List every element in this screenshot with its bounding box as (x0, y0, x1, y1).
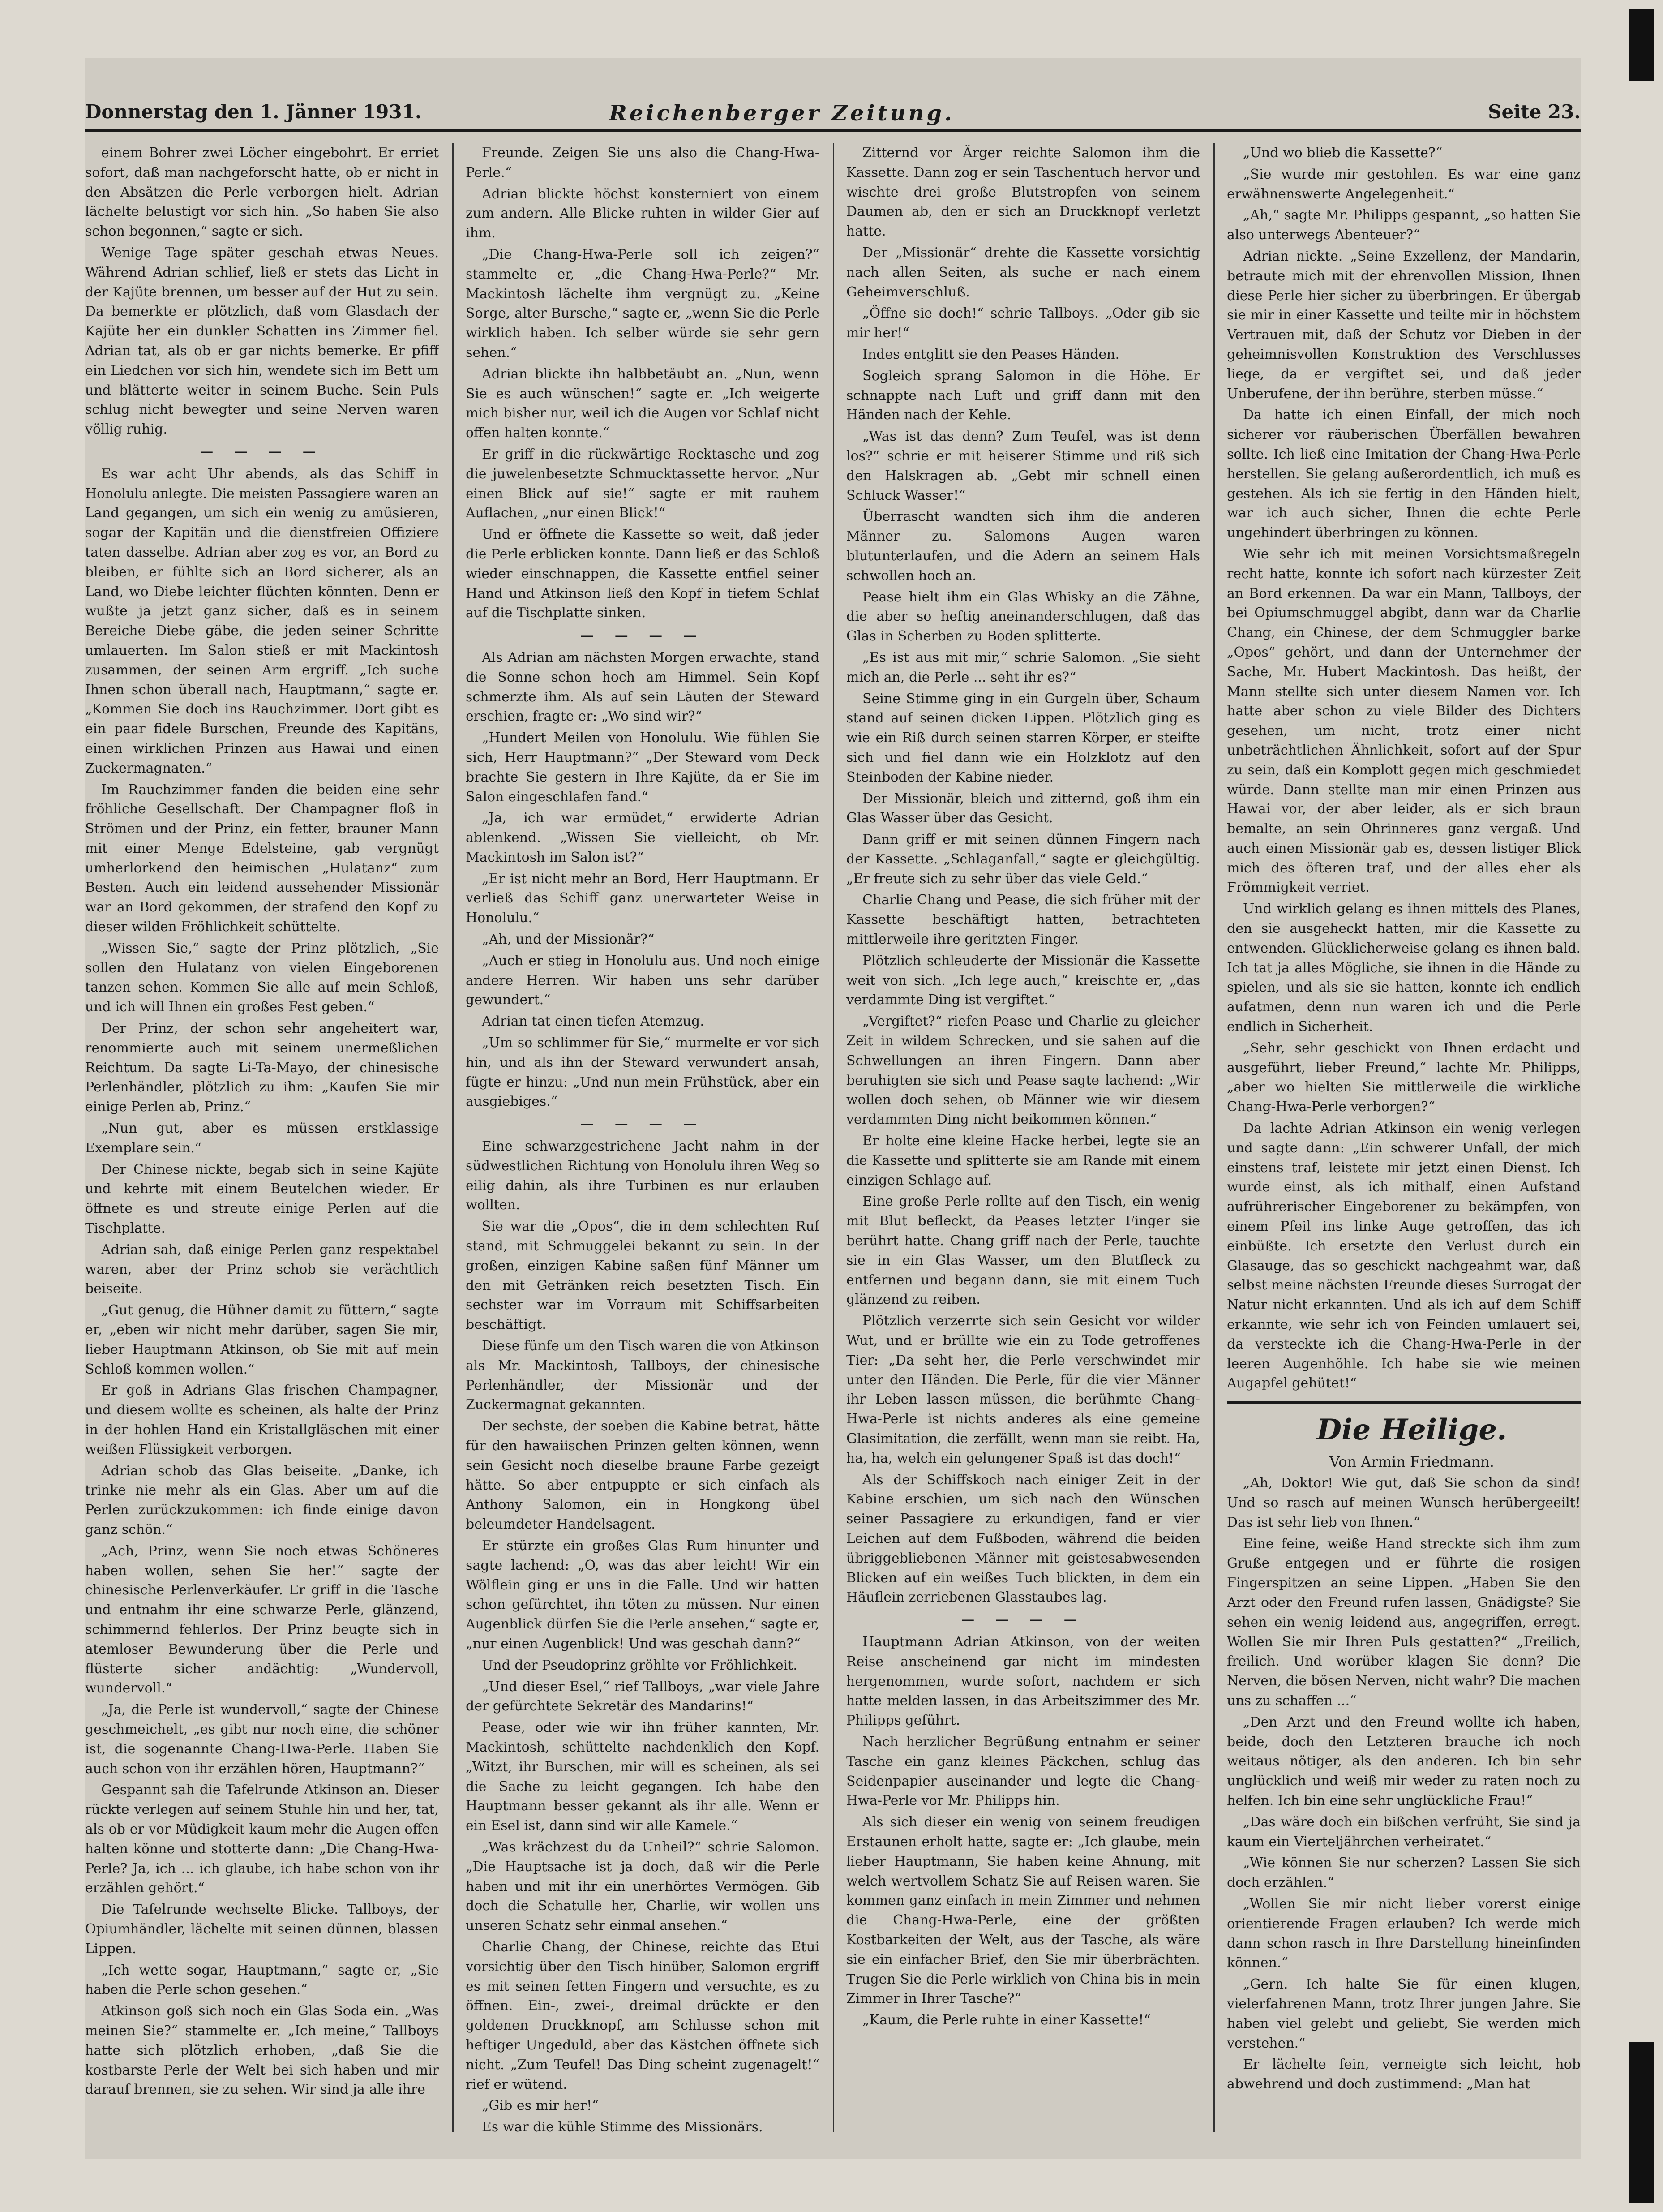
paragraph: Er stürzte ein großes Glas Rum hinunter und sagte lachend: „O, was das aber leicht! Wir ein Wölflein ging er uns in die Falle. Und wir hatten schon gefürchtet, ihn töten zu müssen. Nur einen Augenblick dürfen Sie die Perle ansehen,“ sagte er, „nur einen Augenblick! Und was geschah dann?“ (466, 1538, 819, 1652)
paragraph: „Es ist aus mit mir,“ schrie Salomon. „Sie sieht mich an, die Perle ... seht ihr es?“ (846, 649, 1200, 685)
paragraph: Als der Schiffskoch nach einiger Zeit in der Kabine erschien, um sich nach den Wünschen seiner Passagiere zu erkundigen, fand er vier Leichen auf dem Fußboden, während die beiden übriggebliebenen Männer mit geistesabwesenden Blicken auf ein weißes Tuch blickten, in dem ein Häuflein zerriebenen Glasstaubes lag. (846, 1472, 1200, 1606)
paragraph: „Sie wurde mir gestohlen. Es war eine ganz erwähnenswerte Angelegenheit.“ (1227, 166, 1581, 202)
column-2 (466, 143, 819, 2132)
paragraph: „Wie können Sie nur scherzen? Lassen Sie sich doch erzählen.“ (1227, 1855, 1581, 1891)
paragraph: Überrascht wandten sich ihm die anderen Männer zu. Salomons Augen waren blutunterlaufen, und die Adern an seinem Hals schwollen hoch an. (846, 509, 1200, 584)
paragraph: „Was ist das denn? Zum Teufel, was ist denn los?“ schrie er mit heiserer Stimme und riß sich den Halskragen ab. „Gebt mir schnell einen Schluck Wasser!“ (846, 429, 1200, 503)
section-separator: — — — — (200, 443, 324, 460)
paragraph: Und wirklich gelang es ihnen mittels des Planes, den sie ausgeheckt hatten, mir die Kassette zu entwenden. Glücklicherweise gelang es ihnen bald. Ich tat ja alles Mögliche, sie ihnen in die Hände zu spielen, und als sie sie hatten, konnte ich endlich aufatmen, denn nun waren ich und die Perle endlich in Sicherheit. (1227, 901, 1581, 1035)
paragraph: „Nun gut, aber es müssen erstklassige Exemplare sein.“ (85, 1121, 439, 1156)
paragraph: „Gern. Ich halte Sie für einen klugen, vielerfahrenen Mann, trotz Ihrer jungen Jahre. Sie haben viel gelebt und geliebt, Sie werden mich verstehen.“ (1227, 1976, 1581, 2051)
paragraph: „Gut genug, die Hühner damit zu füttern,“ sagte er, „eben wir nicht mehr darüber, sagen Sie mir, lieber Hauptmann Atkinson, ob Sie mit auf mein Schloß kommen wollen.“ (85, 1302, 439, 1377)
paragraph: Sie war die „Opos“, die in dem schlechten Ruf stand, mit Schmuggelei bekannt zu sein. In der großen, einzigen Kabine saßen fünf Männer um den mit Getränken reich besetzten Tisch. Ein sechster war im Vorraum mit Schiffsarbeiten beschäftigt. (466, 1219, 819, 1333)
section-separator: — — — — (580, 1116, 705, 1132)
paragraph: Wenige Tage später geschah etwas Neues. Während Adrian schlief, ließ er stets das Licht in der Kajüte brennen, um besser auf der Hut zu sein. Da bemerkte er plötzlich, daß vom Glasdach der Kajüte her ein dunkler Schatten ins Zimmer fiel. Adrian tat, als ob er gar nichts bemerke. Er pfiff ein Liedchen vor sich hin, wendete sich im Bett um und blätterte weiter in seinem Buche. Sein Puls schlug nicht bewegter und seine Nerven waren völlig ruhig. (85, 245, 439, 438)
paragraph: „Ah,“ sagte Mr. Philipps gespannt, „so hatten Sie also unterwegs Abenteuer?“ (1227, 207, 1581, 243)
scan-edge-mark (1629, 9, 1654, 81)
paragraph: „Öffne sie doch!“ schrie Tallboys. „Oder gib sie mir her!“ (846, 305, 1200, 341)
paragraph: Da hatte ich einen Einfall, der mich noch sicherer vor räuberischen Überfällen bewahren sollte. Ich ließ eine Imitation der Chang-Hwa-Perle herstellen. Sie gelang außerordentlich, ich muß es gestehen. Als ich sie fertig in den Händen hielt, war ich auch sicher, Ihnen die echte Perle ungehindert überbringen zu können. (1227, 407, 1581, 541)
paragraph: einem Bohrer zwei Löcher eingebohrt. Er erriet sofort, daß man nachgeforscht hatte, ob er nicht in den Absätzen die Perle verborgen hielt. Adrian lächelte belustigt vor sich hin. „So haben Sie also schon begonnen,“ sagte er sich. (85, 145, 439, 240)
paragraph: Adrian blickte höchst konsterniert von einem zum andern. Alle Blicke ruhten in wilder Gier auf ihm. (466, 186, 819, 241)
paragraph: Und er öffnete die Kassette so weit, daß jeder die Perle erblicken konnte. Dann ließ er das Schloß wieder einschnappen, die Kassette entfiel seiner Hand und Atkinson ließ den Kopf in tiefem Schlaf auf die Tischplatte sinken. (466, 527, 819, 621)
paragraph: Als Adrian am nächsten Morgen erwachte, stand die Sonne schon hoch am Himmel. Sein Kopf schmerzte ihm. Als auf sein Läuten der Steward erschien, fragte er: „Wo sind wir?“ (466, 649, 819, 725)
paragraph: Die Tafelrunde wechselte Blicke. Tallboys, der Opiumhändler, lächelte mit seinen dünnen, blassen Lippen. (85, 1902, 439, 1957)
paragraph: „Um so schlimmer für Sie,“ murmelte er vor sich hin, und als ihn der Steward verwundert ansah, fügte er hinzu: „Und nun mein Frühstück, aber ein ausgiebiges.“ (466, 1035, 819, 1110)
paragraph: Charlie Chang und Pease, die sich früher mit der Kassette beschäftigt hatten, betrachteten mittlerweile ihre geritzten Finger. (846, 892, 1200, 948)
paragraph: Adrian tat einen tiefen Atemzug. (482, 1014, 704, 1030)
paragraph: Dann griff er mit seinen dünnen Fingern nach der Kassette. „Schlaganfall,“ sagte er gleichgültig. „Er freute sich zu sehr über das viele Geld.“ (846, 832, 1200, 887)
paragraph: Adrian nickte. „Seine Exzellenz, der Mandarin, betraute mich mit der ehrenvollen Mission, Ihnen diese Perle hier sicher zu überbringen. Er übergab sie mir in einer Kassette und teilte mir in höchstem Vertrauen mit, daß der Schutz vor Dieben in der geheimnisvollen Konstruktion des Verschlusses liege, da er vergiftet sei, und daß jeder Unberufene, der ihn berühre, sterben müsse.“ (1227, 248, 1581, 402)
paragraph: „Kaum, die Perle ruhte in einer Kassette!“ (862, 2012, 1151, 2028)
paragraph: Sogleich sprang Salomon in die Höhe. Er schnappte nach Luft und griff dann mit den Händen nach der Kehle. (846, 368, 1200, 423)
paragraph: Seine Stimme ging in ein Gurgeln über, Schaum stand auf seinen dicken Lippen. Plötzlich ging es wie ein Riß durch seinen starren Körper, er steifte sich und fiel dann wie ein Holzklotz auf den Steinboden der Kabine nieder. (846, 691, 1200, 785)
paragraph: Da lachte Adrian Atkinson ein wenig verlegen und sagte dann: „Ein schwerer Unfall, der mich einstens traf, leistete mir jetzt einen Dienst. Ich wurde einst, als ich mithalf, einen Aufstand aufrührerischer Eingeborener zu bekämpfen, von einem Pfeil ins linke Auge getroffen, das ich einbüßte. Ich ersetzte den Verlust durch ein Glasauge, das so geschickt nachgeahmt war, daß selbst meine nächsten Freunde dieses Surrogat der Natur nicht erkannten. Und als ich auf dem Schiff erkannte, wie sehr ich von Feinden umlauert sei, da versteckte ich die Chang-Hwa-Perle in der leeren Augenhöhle. Ich habe sie wie meinen Augapfel gehütet!“ (1227, 1121, 1581, 1392)
paragraph: Im Rauchzimmer fanden die beiden eine sehr fröhliche Gesellschaft. Der Champagner floß in Strömen und der Prinz, ein fetter, brauner Mann mit einer Menge Edelsteine, gab vergnügt umherlorkend den heimischen „Hulatanz“ zum Besten. Auch ein leidend aussehender Missionär war an Bord gekommen, der strafend den Kopf zu dieser wilden Fröhlichkeit schüttelte. (85, 782, 439, 935)
paragraph: Es war die kühle Stimme des Missionärs. (482, 2119, 763, 2132)
newspaper-page (85, 58, 1581, 2159)
paragraph: Indes entglitt sie den Peases Händen. (862, 346, 1120, 362)
header-newspaper-title: Reichenberger Zeitung. (609, 101, 955, 126)
paragraph: Als sich dieser ein wenig von seinem freudigen Erstaunen erholt hatte, sagte er: „Ich glaube, mein lieber Hauptmann, Sie haben keine Ahnung, mit welch wertvollem Schatz Sie auf Reisen waren. Sie kommen ganz einfach in mein Zimmer und nehmen die Chang-Hwa-Perle, eine der größten Kostbarkeiten der Welt, aus der Tasche, als wäre sie ein einfacher Brief, den Sie mir überbrächten. Trugen Sie die Perle wirklich von China bis in mein Zimmer in Ihrer Tasche?“ (846, 1814, 1200, 2007)
paragraph: „Sehr, sehr geschickt von Ihnen erdacht und ausgeführt, lieber Freund,“ lachte Mr. Philipps, „aber wo hielten Sie mittlerweile die wirkliche Chang-Hwa-Perle verborgen?“ (1227, 1040, 1581, 1115)
paragraph: „Hundert Meilen von Honolulu. Wie fühlen Sie sich, Herr Hauptmann?“ „Der Steward vom Deck brachte Sie gestern in Ihre Kajüte, da er Sie im Salon eingeschlafen fand.“ (466, 730, 819, 805)
paragraph: Nach herzlicher Begrüßung entnahm er seiner Tasche ein ganz kleines Päckchen, schlug das Seidenpapier auseinander und legte die Chang-Hwa-Perle vor Mr. Philipps hin. (846, 1734, 1200, 1809)
paragraph: „Ach, Prinz, wenn Sie noch etwas Schöneres haben wollen, sehen Sie her!“ sagte der chinesische Perlenverkäufer. Er griff in die Tasche und entnahm ihr eine schwarze Perle, glänzend, schimmernd fehlerlos. Der Prinz beugte sich in atemloser Bewunderung über die Perle und flüsterte sicher andächtig: „Wundervoll, wundervoll.“ (85, 1543, 439, 1697)
paragraph: Wie sehr ich mit meinen Vorsichtsmaßregeln recht hatte, konnte ich sofort nach kürzester Zeit an Bord erkennen. Da war ein Mann, Tallboys, der bei Opiumschmuggel abgibt, dann war da Charlie Chang, ein Chinese, der dem Schmuggler barke „Opos“ gehört, und dann der Unternehmer der Sache, Mr. Hubert Mackintosh. Das heißt, der Mann stellte sich unter diesem Namen vor. Ich hatte aber schon zu viele Bilder des Dichters gesehen, um nicht, trotz einer nicht unbeträchtlichen Ähnlichkeit, sofort auf der Spur zu sein, daß ein Komplott gegen mich geschmiedet würde. Dann stellte man mir einen Prinzen aus Hawai vor, der aber leider, als er sich braun bemalte, an sein Ohrinneres ganz vergaß. Und auch einen Missionär gab es, dessen listiger Blick mich des öfteren traf, und der alles eher als Frömmigkeit verriet. (1227, 546, 1581, 896)
paragraph: „Ah, Doktor! Wie gut, daß Sie schon da sind! Und so rasch auf meinen Wunsch herübergeeilt! Das ist sehr lieb von Ihnen.“ (1227, 1475, 1581, 1530)
section-separator: — — — — (580, 627, 705, 644)
paragraph: Adrian blickte ihn halbbetäubt an. „Nun, wenn Sie es auch wünschen!“ sagte er. „Ich weigerte mich bisher nur, weil ich die Augen vor Schlaf nicht offen halten konnte.“ (466, 366, 819, 441)
story-separator-rule (1227, 1401, 1581, 1404)
paragraph: Er holte eine kleine Hacke herbei, legte sie an die Kassette und splitterte sie am Rande mit einem einzigen Schlage auf. (846, 1133, 1200, 1188)
paragraph: Atkinson goß sich noch ein Glas Soda ein. „Was meinen Sie?“ stammelte er. „Ich meine,“ Tallboys hatte sich plötzlich erhoben, „daß Sie die kostbarste Perle der Welt bei sich haben und mir darauf brennen, sie zu sehen. Wir sind ja alle ihre (85, 2003, 439, 2098)
paragraph: Der Prinz, der schon sehr angeheitert war, renommierte auch mit seinem unermeßlichen Reichtum. Da sagte Li-Ta-Mayo, der chinesische Perlenhändler, plötzlich zu ihm: „Kaufen Sie mir einige Perlen ab, Prinz.“ (85, 1021, 439, 1115)
header-rule (85, 129, 1581, 132)
paragraph: „Ah, und der Missionär?“ (482, 932, 655, 948)
paragraph: „Die Chang-Hwa-Perle soll ich zeigen?“ stammelte er, „die Chang-Hwa-Perle?“ Mr. Mackintosh lächelte ihm vergnügt zu. „Keine Sorge, alter Bursche,“ sagte er, „wenn Sie die Perle wirklich haben. Ich selber würde sie sehr gern sehen.“ (466, 246, 819, 361)
column-1 (85, 143, 439, 2132)
paragraph: „Wissen Sie,“ sagte der Prinz plötzlich, „Sie sollen den Hulatanz von vielen Eingeborenen tanzen sehen. Kommen Sie alle auf mein Schloß, und ich will Ihnen ein großes Fest geben.“ (85, 940, 439, 1015)
column-4 (1227, 143, 1581, 2132)
paragraph: „Ich wette sogar, Hauptmann,“ sagte er, „Sie haben die Perle schon gesehen.“ (85, 1962, 439, 1998)
story-body (1227, 1473, 1581, 2094)
paragraph: Hauptmann Adrian Atkinson, von der weiten Reise anscheinend gar nicht im mindesten hergenommen, wurde sofort, nachdem er sich hatte melden lassen, in das Arbeitszimmer des Mr. Philipps geführt. (846, 1634, 1200, 1729)
paragraph: Plötzlich schleuderte der Missionär die Kassette weit von sich. „Ich lege auch,“ kreischte er, „das verdammte Ding ist vergiftet.“ (846, 953, 1200, 1008)
paragraph: Der Chinese nickte, begab sich in seine Kajüte und kehrte mit einem Beutelchen wieder. Er öffnete es und streute einige Perlen auf die Tischplatte. (85, 1161, 439, 1237)
paragraph: Es war acht Uhr abends, als das Schiff in Honolulu anlegte. Die meisten Passagiere waren an Land gegangen, um sich ein wenig zu amüsieren, sogar der Kapitän und die dienstfreien Offiziere taten dasselbe. Adrian aber zog es vor, an Bord zu bleiben, er fühlte sich an Bord sicherer, als an Land, wo Diebe leichter flüchten könnten. Denn er wußte ja jetzt ganz sicher, daß es in seinem Bereiche Diebe gäbe, die jeden seiner Schritte umlauerten. Im Salon stieß er mit Mackintosh zusammen, der seinen Arm ergriff. „Ich suche Ihnen schon überall nach, Hauptmann,“ sagte er. „Kommen Sie doch ins Rauchzimmer. Dort gibt es ein paar fidele Burschen, Freunde des Kapitäns, einen wirklichen Prinzen aus Hawai und einen Zuckermagnaten.“ (85, 466, 439, 776)
paragraph: Gespannt sah die Tafelrunde Atkinson an. Dieser rückte verlegen auf seinem Stuhle hin und her, tat, als ob er vor Müdigkeit kaum mehr die Augen offen halten könne und stotterte dann: „Die Chang-Hwa-Perle? Ja, ich ... ich glaube, ich habe schon von ihr erzählen gehört.“ (85, 1782, 439, 1896)
paragraph: Zitternd vor Ärger reichte Salomon ihm die Kassette. Dann zog er sein Taschentuch hervor und wischte drei große Blutstropfen von seinem Daumen ab, den er sich an Druckknopf verletzt hatte. (846, 145, 1200, 240)
paragraph: Charlie Chang, der Chinese, reichte das Etui vorsichtig über den Tisch hinüber, Salomon ergriff es mit seinen fetten Fingern und versuchte, es zu öffnen. Ein-, zwei-, dreimal drückte er den goldenen Druckknopf, am Schlusse schon mit heftiger Ungeduld, aber das Kästchen öffnete sich nicht. „Zum Teufel! Das Ding scheint zugenagelt!“ rief er wütend. (466, 1939, 819, 2092)
header-date: Donnerstag den 1. Jänner 1931. (85, 101, 422, 123)
paragraph: Adrian sah, daß einige Perlen ganz respektabel waren, aber der Prinz schob sie verächtlich beiseite. (85, 1241, 439, 1297)
paragraph: Der „Missionär“ drehte die Kassette vorsichtig nach allen Seiten, als suche er nach einem Geheimverschluß. (846, 245, 1200, 300)
paragraph: „Den Arzt und den Freund wollte ich haben, beide, doch den Letzteren brauche ich noch weitaus nötiger, als den anderen. Ich bin sehr unglücklich und weiß mir weder zu raten noch zu helfen. Ich bin eine sehr unglückliche Frau!“ (1227, 1714, 1581, 1808)
paragraph: „Wollen Sie mir nicht lieber vorerst einige orientierende Fragen erlauben? Ich werde mich dann schon rasch in Ihre Darstellung hineinfinden können.“ (1227, 1896, 1581, 1971)
paragraph: Der sechste, der soeben die Kabine betrat, hätte für den hawaiischen Prinzen gelten können, wenn sein Gesicht noch dieselbe braune Farbe gezeigt hätte. So aber entpuppte er sich einfach als Anthony Salomon, ein in Hongkong übel beleumdeter Handelsagent. (466, 1418, 819, 1533)
paragraph: Diese fünfe um den Tisch waren die von Atkinson als Mr. Mackintosh, Tallboys, der chinesische Perlenhändler, der Missionär und der Zuckermagnat gekannten. (466, 1338, 819, 1413)
scan-edge-mark (1629, 2042, 1654, 2203)
paragraph: „Vergiftet?“ riefen Pease und Charlie zu gleicher Zeit in wildem Schrecken, und sie sahen auf die Schwellungen an ihren Fingern. Dann aber beruhigten sie sich und Pease sagte lachend: „Wir wollen doch sehen, ob Männer wie wir diesem verdammten Ding nicht beikommen können.“ (846, 1014, 1200, 1128)
paragraph: Eine feine, weiße Hand streckte sich ihm zum Gruße entgegen und er führte die rosigen Fingerspitzen an seine Lippen. „Haben Sie den Arzt oder den Freund rufen lassen, Gnädigste? Sie sehen ein wenig leidend aus, angegriffen, erregt. Wollen Sie mir Ihren Puls gestatten?“ „Freilich, freilich. Und worüber klagen Sie denn? Die Nerven, die bösen Nerven, nicht wahr? Die machen uns zu schaffen ...“ (1227, 1536, 1581, 1709)
paragraph: Er griff in die rückwärtige Rocktasche und zog die juwelenbesetzte Schmucktassette hervor. „Nur einen Blick auf sie!“ sagte er mit rauhem Auflachen, „nur einen Blick!“ (466, 446, 819, 521)
paragraph: Adrian schob das Glas beiseite. „Danke, ich trinke nie mehr als ein Glas. Aber um auf die Perlen zurückzukommen: ich finde einige davon ganz schön.“ (85, 1463, 439, 1538)
paragraph: Pease hielt ihm ein Glas Whisky an die Zähne, die aber so heftig aneinanderschlugen, daß das Glas in Scherben zu Boden splitterte. (846, 589, 1200, 644)
paragraph: Eine schwarzgestrichene Jacht nahm in der südwestlichen Richtung von Honolulu ihren Weg so eilig dahin, als ihre Turbinen es nur erlauben wollten. (466, 1138, 819, 1213)
paragraph: Eine große Perle rollte auf den Tisch, ein wenig mit Blut befleckt, da Peases letzter Finger sie berührt hatte. Chang griff nach der Perle, tauchte sie in ein Glas Wasser, um den Blutfleck zu entfernen und begann dann, sie mit einem Tuch glänzend zu reiben. (846, 1194, 1200, 1308)
story-author: Von Armin Friedmann. (1329, 1453, 1494, 1471)
column-divider (1213, 143, 1215, 2132)
paragraph: „Ja, die Perle ist wundervoll,“ sagte der Chinese geschmeichelt, „es gibt nur noch eine, die schöner ist, die sogenannte Chang-Hwa-Perle. Haben Sie auch schon von ihr erzählen hören, Hauptmann?“ (85, 1702, 439, 1777)
paragraph: „Das wäre doch ein bißchen verfrüht, Sie sind ja kaum ein Vierteljährchen verheiratet.“ (1227, 1814, 1581, 1850)
paragraph: „Gib es mir her!“ (482, 2098, 599, 2114)
column-3 (846, 143, 1200, 2132)
column-divider (833, 143, 834, 2132)
paragraph: Der Missionär, bleich und zitternd, goß ihm ein Glas Wasser über das Gesicht. (846, 790, 1200, 826)
paragraph: Er goß in Adrians Glas frischen Champagner, und diesem wollte es scheinen, als halte der Prinz in der hohlen Hand ein Kristallgläschen mit einer weißen Flüssigkeit verborgen. (85, 1383, 439, 1457)
paragraph: „Und wo blieb die Kassette?“ (1243, 145, 1443, 161)
header-page-number: Seite 23. (1488, 101, 1581, 123)
story-title: Die Heilige. (1316, 1413, 1507, 1447)
page-header (85, 101, 1581, 146)
paragraph: Pease, oder wie wir ihn früher kannten, Mr. Mackintosh, schüttelte nachdenklich den Kopf. „Witzt, ihr Burschen, mir will es scheinen, als sei die Sache zu leicht gegangen. Ich habe den Hauptmann besser gekannt als ihr alle. Wenn er ein Esel ist, dann sind wir alle Kamele.“ (466, 1720, 819, 1834)
paragraph: „Er ist nicht mehr an Bord, Herr Hauptmann. Er verließ das Schiff ganz unerwarteter Weise in Honolulu.“ (466, 871, 819, 926)
paragraph: Er lächelte fein, verneigte sich leicht, hob abwehrend und doch zustimmend: „Man hat (1227, 2057, 1581, 2092)
column-divider (452, 143, 454, 2132)
story-ending (1227, 143, 1581, 1393)
paragraph: Plötzlich verzerrte sich sein Gesicht vor wilder Wut, und er brüllte wie ein zu Tode getroffenes Tier: „Da seht her, die Perle verschwindet mir unter den Händen. Die Perle, für die vier Männer ihr Leben lassen müssen, die berühmte Chang-Hwa-Perle ist nichts anderes als eine gemeine Glasimitation, die zerfällt, wenn man sie reibt. Ha, ha, ha, welch ein gelungener Spaß ist das doch!“ (846, 1313, 1200, 1466)
paragraph: Freunde. Zeigen Sie uns also die Chang-Hwa-Perle.“ (466, 145, 819, 180)
paragraph: „Ja, ich war ermüdet,“ erwiderte Adrian ablenkend. „Wissen Sie vielleicht, ob Mr. Mackintosh im Salon ist?“ (466, 810, 819, 865)
paragraph: „Was krächzest du da Unheil?“ schrie Salomon. „Die Hauptsache ist ja doch, daß wir die Perle haben und mit ihr ein unerhörtes Vermögen. Gib doch die Schatulle her, Charlie, wir wollen uns unseren Schatz sehr einmal ansehen.“ (466, 1839, 819, 1934)
section-separator: — — — — (961, 1612, 1085, 1628)
paragraph: „Auch er stieg in Honolulu aus. Und noch einige andere Herren. Wir haben uns sehr darüber gewundert.“ (466, 953, 819, 1008)
paragraph: „Und dieser Esel,“ rief Tallboys, „war viele Jahre der gefürchtete Sekretär des Mandarins!“ (466, 1679, 819, 1714)
paragraph: Und der Pseudoprinz gröhlte vor Fröhlichkeit. (482, 1657, 797, 1673)
